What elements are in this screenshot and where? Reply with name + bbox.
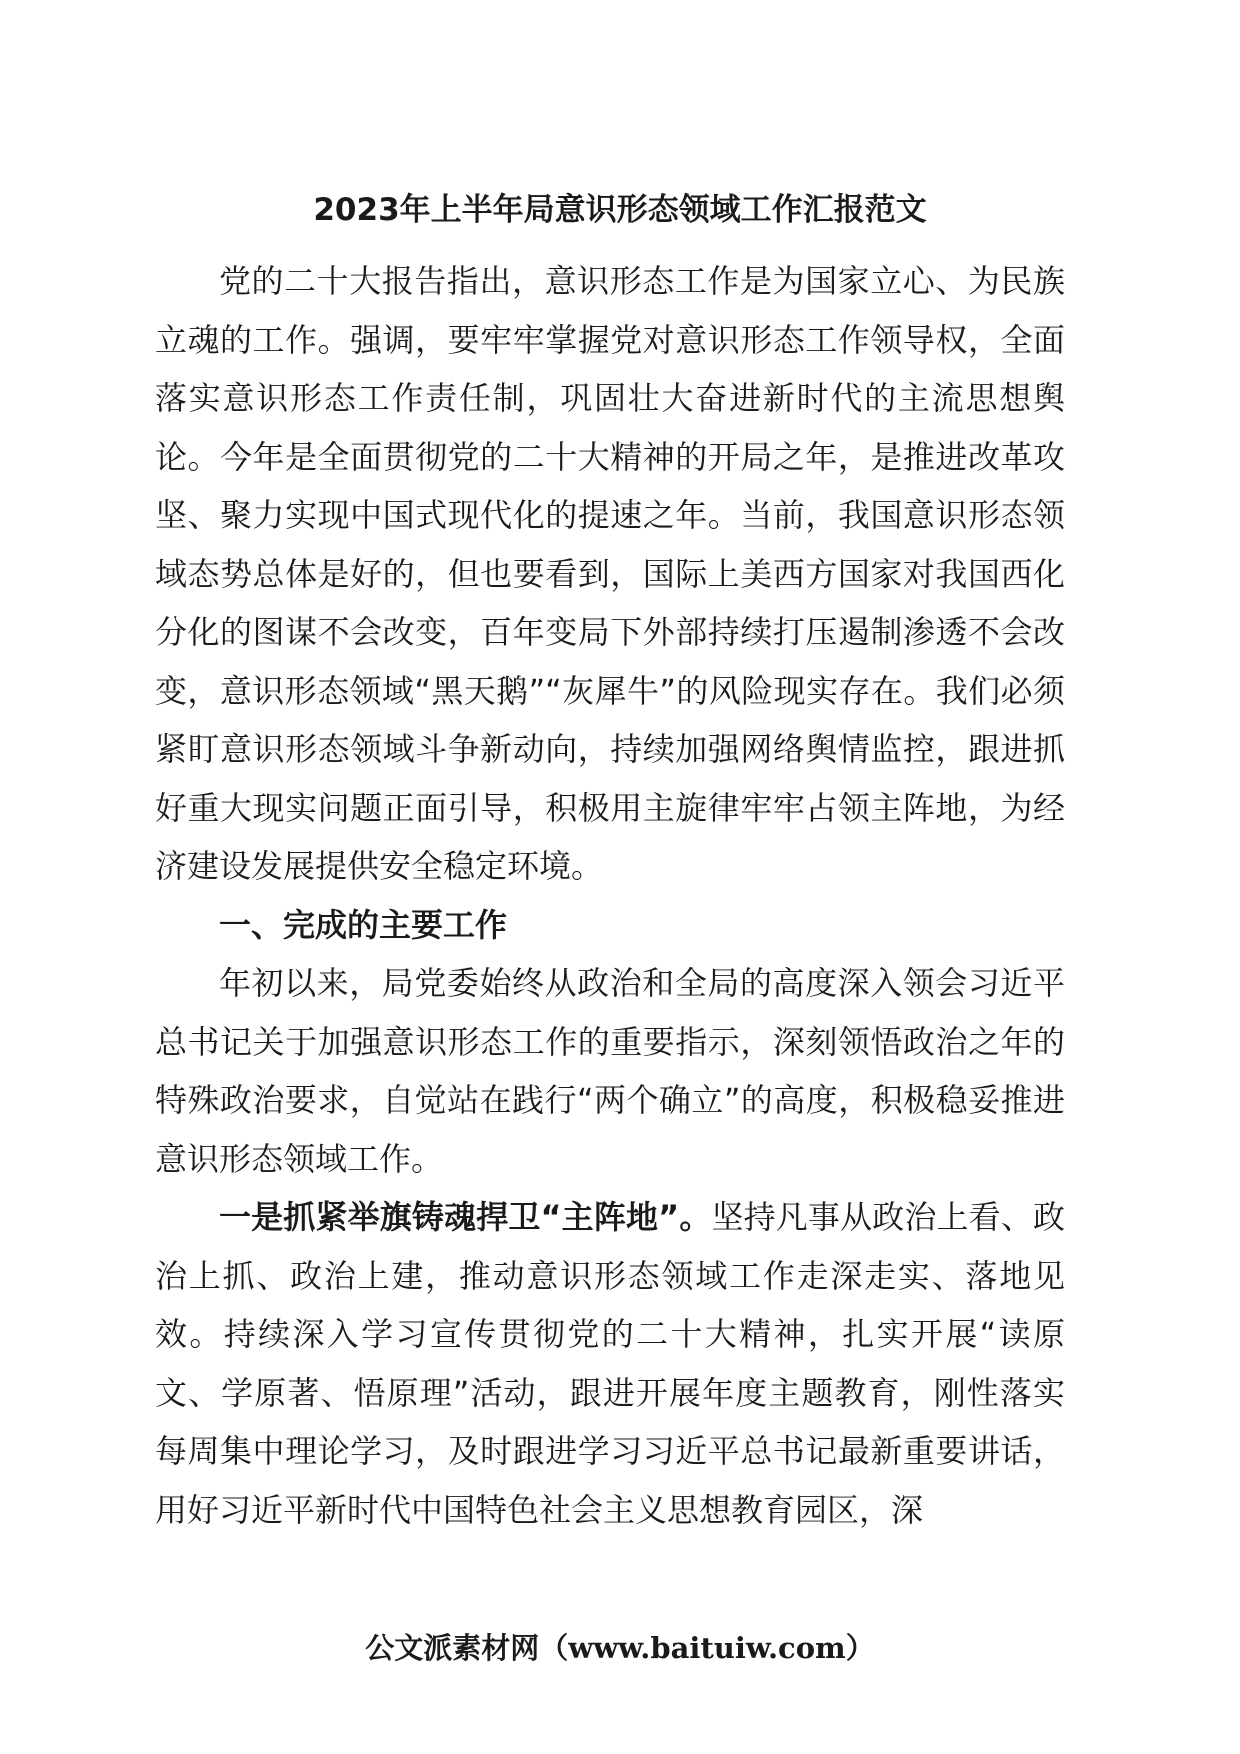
document-title: 2023年上半年局意识形态领域工作汇报范文 <box>313 192 927 228</box>
footer-close: ） <box>845 1631 875 1665</box>
item-one-paragraph <box>155 1188 1065 1539</box>
section-heading: 一、完成的主要工作 <box>219 905 508 944</box>
footer-site-link[interactable]: www.baituiw.com <box>568 1631 846 1665</box>
intro-paragraph: 党的二十大报告指出，意识形态工作是为国家立心、为民族立魂的工作。强调，要牢牢掌握党对意识形态工作领导权，全面落实意识形态工作责任制，巩固壮大奋进新时代的主流思想舆论。今年是全面贯彻党的二十大精神的开局之年，是推进改革攻坚、聚力实现中国式现代化的提速之年。当前，我国意识形态领域态势总体是好的，但也要看到，国际上美西方国家对我国西化分化的图谋不会改变，百年变局下外部持续打压遏制渗透不会改变，意识形态领域“黑天鹅”“灰犀牛”的风险现实存在。我们必须紧盯意识形态领域斗争新动向，持续加强网络舆情监控，跟进抓好重大现实问题正面引导，积极用主旋律牢牢占领主阵地，为经济建设发展提供安全稳定环境。 <box>155 262 1065 885</box>
section-paragraph: 年初以来，局党委始终从政治和全局的高度深入领会习近平总书记关于加强意识形态工作的重要指示，深刻领悟政治之年的特殊政治要求，自觉站在践行“两个确立”的高度，积极稳妥推进意识形态领域工作。 <box>155 964 1065 1178</box>
document-body <box>155 252 1065 1539</box>
item-one-text: 坚持凡事从政治上看、政治上抓、政治上建，推动意识形态领域工作走深走实、落地见效。持续深入学习宣传贯彻党的二十大精神，扎实开展“读原文、学原著、悟原理”活动，跟进开展年度主题教育，刚性落实每周集中理论学习，及时跟进学习习近平总书记最新重要讲话，用好习近平新时代中国特色社会主义思想教育园区，深 <box>155 1198 1065 1529</box>
footer-brand: 公文派素材网（ <box>365 1631 569 1665</box>
item-one-lead: 一是抓紧举旗铸魂捍卫“主阵地”。 <box>219 1198 712 1236</box>
footer-watermark <box>0 1628 1240 1668</box>
